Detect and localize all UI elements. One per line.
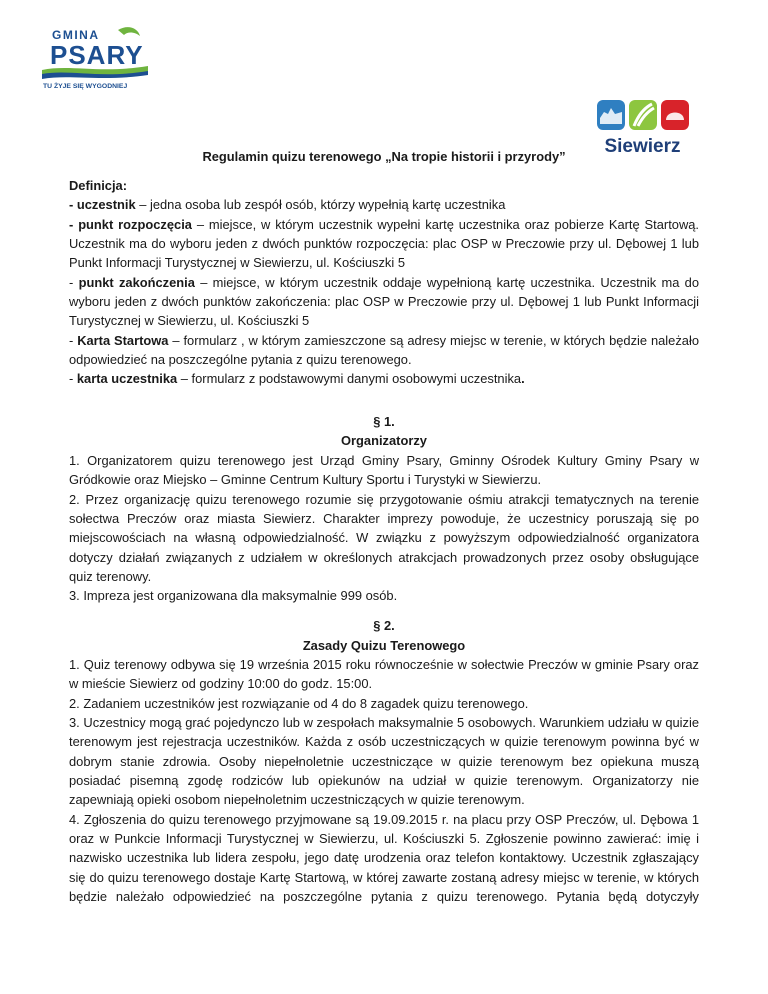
definitions-section	[69, 176, 699, 389]
definition-term: uczestnik	[76, 197, 136, 213]
section-2-paragraph: 1. Quiz terenowy odbywa się 19 września 2015 roku równocześnie w sołectwie Preczów w gminie Psary oraz w mieście Siewierz od godziny 10:00 do godz. 15:00.	[69, 657, 699, 692]
document-title: Regulamin quizu terenowego „Na tropie historii i przyrody”	[202, 149, 566, 164]
section-2-paragraph: 2. Zadaniem uczestników jest rozwiązanie od 4 do 8 zagadek quizu terenowego.	[69, 695, 529, 711]
section-2-heading: Zasady Quizu Terenowego	[302, 638, 466, 653]
definition-term: karta uczestnika	[76, 371, 178, 387]
logo-siewierz-text: Siewierz	[604, 136, 681, 157]
section-1-paragraph: 3. Impreza jest organizowana dla maksymalnie 999 osób.	[69, 588, 398, 604]
section-2-paragraph: 4. Zgłoszenia do quizu terenowego przyjmowane są 19.09.2015 r. na placu przy OSP Preczów, ul. Dębowa 1 oraz w Punkcie Informacji Turystycznej w Siewierzu, ul. Kościuszki 5. Zgłoszenie powinno zawierać: imię i nazwisko uczestnika lub lidera zespołu, jego datę urodzenia oraz telefon kontaktowy. Uczestnik zgłaszający się do quizu terenowego dostaje Kartę Startową, w której zawarte zostaną adresy miejsc w terenie, w których będzie należało odpowiedzieć na poszczególne pytania z quizu terenowego. Pytania będą dotyczyły	[69, 811, 699, 905]
leaf-icon	[118, 27, 140, 36]
logo-psary-text: PSARY	[50, 40, 144, 70]
section-2-body	[69, 655, 699, 906]
section-1-number: § 1.	[373, 414, 395, 429]
definition-item: - punkt zakończenia – miejsce, w którym uczestnik oddaje wypełnioną kartę uczestnika. Uczestnik ma do wyboru jeden z dwóch punktów zakończenia: plac OSP w Preczowie przy ul. Dębowej 1 lub Punkt Informacji Turystycznej w Siewierzu, ul. Kościuszki 5	[69, 274, 700, 329]
section-1-paragraph: 1. Organizatorem quizu terenowego jest Urząd Gminy Psary, Gminny Ośrodek Kultury Gminy Psary w Gródkowie oraz Miejsko – Gminne Centrum Kultury Sportu i Turystyki w Siewierzu.	[69, 453, 699, 488]
section-1-heading: Organizatorzy	[341, 433, 427, 448]
section-1-body	[69, 451, 699, 606]
gmina-psary-logo	[40, 22, 152, 90]
logo-motto-text: TU ŻYJE SIĘ WYGODNIEJ	[43, 83, 128, 90]
definition-term: Karta Startowa	[77, 332, 169, 348]
definition-item: - karta uczestnika – formularz z podstawowymi danymi osobowymi uczestnika.	[69, 371, 525, 387]
definition-term: punkt zakończenia	[78, 274, 195, 290]
section-1-paragraph: 2. Przez organizację quizu terenowego rozumie się przygotowanie ośmiu atrakcji tematycznych na terenie sołectwa Preczów oraz miasta Siewierz. Charakter imprezy powoduje, że uczestnicy poruszają się po miejscowościach na własną odpowiedzialność. W związku z powyższym odpowiedzialność organizatora dotyczy działań związanych z udziałem w określonych atrakcjach prowadzonych przez osoby obsługujące quiz terenowy.	[69, 491, 699, 585]
section-2-number: § 2.	[373, 618, 395, 633]
definition-item: - uczestnik – jedna osoba lub zespół osób, którzy wypełnią kartę uczestnika	[69, 197, 506, 213]
section-2-paragraph: 3. Uczestnicy mogą grać pojedynczo lub w zespołach maksymalnie 5 osobowych. Warunkiem udziału w quizie terenowym jest rejestracja uczestników. Każda z osób uczestniczących w quizie terenowym powinna być w dobrym stanie zdrowia. Osoby niepełnoletnie uczestniczące w quizie terenowym bez opiekuna muszą posiadać pisemną zgodę rodziców lub opiekunów na udział w quizie terenowym. Organizatorzy nie zapewniają opieki osobom niepełnoletnim uczestniczących w quizie terenowym.	[69, 715, 699, 808]
logo-gmina-text: GMINA	[52, 28, 100, 42]
definitions-heading: Definicja:	[69, 178, 128, 193]
siewierz-emblem-icon	[580, 96, 705, 136]
definition-item: - Karta Startowa – formularz , w którym zamieszczone są adresy miejsc w terenie, w których będzie należało odpowiedzieć na poszczególne pytania z quizu terenowego.	[69, 332, 699, 368]
definition-term: punkt rozpoczęcia	[78, 216, 192, 232]
definition-item: - punkt rozpoczęcia – miejsce, w którym uczestnik wypełni kartę uczestnika oraz pobierze Kartę Startową. Uczestnik ma do wyboru jeden z dwóch punktów rozpoczęcia: plac OSP w Preczowie przy ul. Dębowej 1 lub Punkt Informacji Turystycznej w Siewierzu, ul. Kościuszki 5	[69, 216, 700, 271]
